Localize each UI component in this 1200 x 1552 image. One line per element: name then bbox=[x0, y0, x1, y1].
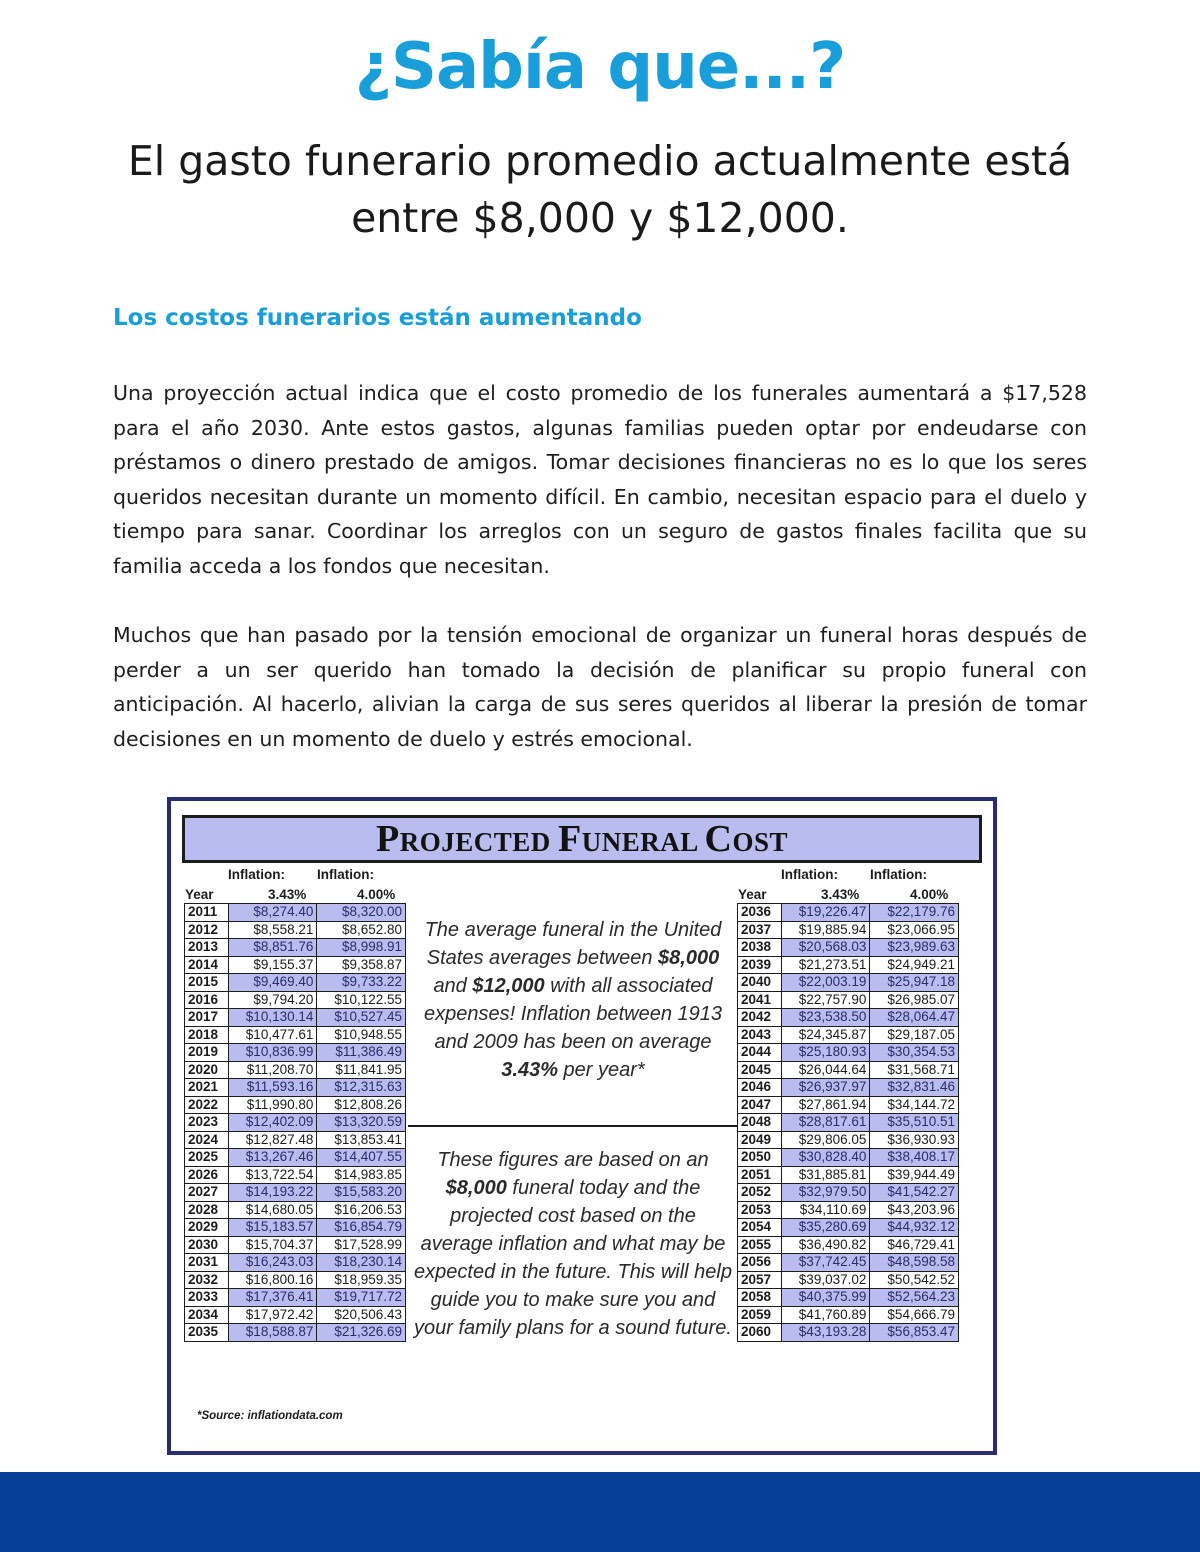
note-highlight: 3.43% bbox=[501, 1059, 558, 1081]
cost-4-00-cell: $10,948.55 bbox=[317, 1026, 406, 1044]
table-row bbox=[738, 1271, 959, 1289]
year-cell: 2031 bbox=[185, 1254, 229, 1272]
cost-4-00-cell: $23,989.63 bbox=[870, 939, 959, 957]
cost-3-43-cell: $26,044.64 bbox=[781, 1061, 870, 1079]
cost-3-43-cell: $18,588.87 bbox=[228, 1324, 317, 1342]
cost-3-43-cell: $14,193.22 bbox=[228, 1184, 317, 1202]
body-paragraph-2: Muchos que han pasado por la tensión emocional de organizar un funeral horas después de perder a un ser querido han tomado la decisión de planificar su propio funeral con anticipación. Al hacerlo, alivian la carga de sus seres queridos al liberar la presión de tomar decisiones en un momento de duelo y estrés emocional. bbox=[113, 623, 1087, 751]
note-highlight: $8,000 bbox=[445, 1177, 507, 1199]
cost-4-00-cell: $14,983.85 bbox=[317, 1166, 406, 1184]
header-rate-2: 4.00% bbox=[910, 887, 949, 902]
cost-4-00-cell: $39,944.49 bbox=[870, 1166, 959, 1184]
figure-title bbox=[182, 815, 982, 863]
cost-3-43-cell: $31,885.81 bbox=[781, 1166, 870, 1184]
year-cell: 2045 bbox=[738, 1061, 782, 1079]
year-cell: 2046 bbox=[738, 1079, 782, 1097]
cost-4-00-cell: $14,407.55 bbox=[317, 1149, 406, 1167]
header-year: Year bbox=[738, 887, 767, 902]
cost-4-00-cell: $29,187.05 bbox=[870, 1026, 959, 1044]
cost-3-43-cell: $36,490.82 bbox=[781, 1236, 870, 1254]
cost-4-00-cell: $24,949.21 bbox=[870, 956, 959, 974]
year-cell: 2041 bbox=[738, 991, 782, 1009]
note-highlight: $12,000 bbox=[472, 975, 545, 997]
table-row bbox=[738, 904, 959, 922]
table-row bbox=[185, 1201, 406, 1219]
note-top bbox=[408, 903, 738, 1127]
cost-3-43-cell: $19,226.47 bbox=[781, 904, 870, 922]
header-inflation-2: Inflation: bbox=[870, 867, 927, 882]
year-cell: 2012 bbox=[185, 921, 229, 939]
cost-4-00-cell: $44,932.12 bbox=[870, 1219, 959, 1237]
cost-4-00-cell: $22,179.76 bbox=[870, 904, 959, 922]
cost-3-43-cell: $30,828.40 bbox=[781, 1149, 870, 1167]
table-row bbox=[738, 1184, 959, 1202]
cost-4-00-cell: $52,564.23 bbox=[870, 1289, 959, 1307]
year-cell: 2052 bbox=[738, 1184, 782, 1202]
body-paragraph-1: Una proyección actual indica que el costo promedio de los funerales aumentará a $17,528 para el año 2030. Ante estos gastos, algunas familias pueden optar por endeudarse con préstamos o dinero prestado de amigos. Tomar decisiones financieras no es lo que los seres queridos necesitan durante un momento difícil. En cambio, necesitan espacio para el duelo y tiempo para sanar. Coordinar los arreglos con un seguro de gastos finales facilita que su familia acceda a los fondos que necesitan. bbox=[113, 381, 1087, 578]
year-cell: 2044 bbox=[738, 1044, 782, 1062]
cost-4-00-cell: $10,527.45 bbox=[317, 1009, 406, 1027]
table-row bbox=[185, 1009, 406, 1027]
cost-4-00-cell: $43,203.96 bbox=[870, 1201, 959, 1219]
cost-3-43-cell: $10,477.61 bbox=[228, 1026, 317, 1044]
year-cell: 2060 bbox=[738, 1324, 782, 1342]
cost-3-43-cell: $22,757.90 bbox=[781, 991, 870, 1009]
note-text: per year* bbox=[558, 1059, 645, 1081]
note-text: These figures are based on an bbox=[437, 1149, 709, 1171]
table-row bbox=[185, 956, 406, 974]
year-cell: 2019 bbox=[185, 1044, 229, 1062]
cost-4-00-cell: $18,230.14 bbox=[317, 1254, 406, 1272]
year-cell: 2048 bbox=[738, 1114, 782, 1132]
cost-3-43-cell: $11,593.16 bbox=[228, 1079, 317, 1097]
cost-4-00-cell: $15,583.20 bbox=[317, 1184, 406, 1202]
table-row bbox=[185, 1131, 406, 1149]
cost-3-43-cell: $22,003.19 bbox=[781, 974, 870, 992]
cost-table-left bbox=[184, 903, 406, 1342]
cost-4-00-cell: $10,122.55 bbox=[317, 991, 406, 1009]
cost-3-43-cell: $14,680.05 bbox=[228, 1201, 317, 1219]
cost-3-43-cell: $40,375.99 bbox=[781, 1289, 870, 1307]
cost-3-43-cell: $23,538.50 bbox=[781, 1009, 870, 1027]
note-text: with all associated expenses! Inflation between 1913 and 2009 has been on average bbox=[424, 975, 722, 1053]
year-cell: 2025 bbox=[185, 1149, 229, 1167]
cost-4-00-cell: $38,408.17 bbox=[870, 1149, 959, 1167]
cost-4-00-cell: $46,729.41 bbox=[870, 1236, 959, 1254]
footer-bar bbox=[0, 1472, 1200, 1552]
year-cell: 2030 bbox=[185, 1236, 229, 1254]
table-row bbox=[738, 991, 959, 1009]
year-cell: 2036 bbox=[738, 904, 782, 922]
table-row bbox=[185, 991, 406, 1009]
cost-4-00-cell: $9,733.22 bbox=[317, 974, 406, 992]
cost-4-00-cell: $34,144.72 bbox=[870, 1096, 959, 1114]
year-cell: 2015 bbox=[185, 974, 229, 992]
table-row bbox=[185, 1184, 406, 1202]
title-letter: P bbox=[376, 818, 400, 860]
cost-3-43-cell: $12,827.48 bbox=[228, 1131, 317, 1149]
cost-3-43-cell: $13,267.46 bbox=[228, 1149, 317, 1167]
year-cell: 2049 bbox=[738, 1131, 782, 1149]
section-heading: Los costos funerarios están aumentando bbox=[113, 305, 642, 331]
table-row bbox=[738, 1149, 959, 1167]
table-row bbox=[185, 1324, 406, 1342]
year-cell: 2022 bbox=[185, 1096, 229, 1114]
table-row bbox=[185, 939, 406, 957]
table-row bbox=[185, 1061, 406, 1079]
cost-4-00-cell: $21,326.69 bbox=[317, 1324, 406, 1342]
cost-4-00-cell: $48,598.58 bbox=[870, 1254, 959, 1272]
note-text: funeral today and the projected cost based on the average inflation and what may be expected in the future. This will help guide you to make sure you and your family plans for a sound future. bbox=[414, 1177, 732, 1339]
year-cell: 2039 bbox=[738, 956, 782, 974]
cost-3-43-cell: $37,742.45 bbox=[781, 1254, 870, 1272]
cost-table-right bbox=[737, 903, 959, 1342]
cost-3-43-cell: $16,243.03 bbox=[228, 1254, 317, 1272]
header-rate-1: 3.43% bbox=[268, 887, 307, 902]
cost-3-43-cell: $8,558.21 bbox=[228, 921, 317, 939]
table-row bbox=[738, 974, 959, 992]
table-row bbox=[738, 921, 959, 939]
year-cell: 2054 bbox=[738, 1219, 782, 1237]
table-row bbox=[185, 1149, 406, 1167]
table-row bbox=[185, 1306, 406, 1324]
title-letter: F bbox=[558, 818, 582, 860]
page-subtitle: El gasto funerario promedio actualmente está entre $8,000 y $12,000. bbox=[127, 137, 1073, 242]
cost-4-00-cell: $31,568.71 bbox=[870, 1061, 959, 1079]
table-row bbox=[738, 1009, 959, 1027]
year-cell: 2020 bbox=[185, 1061, 229, 1079]
year-cell: 2033 bbox=[185, 1289, 229, 1307]
cost-4-00-cell: $12,808.26 bbox=[317, 1096, 406, 1114]
year-cell: 2040 bbox=[738, 974, 782, 992]
cost-3-43-cell: $16,800.16 bbox=[228, 1271, 317, 1289]
year-cell: 2055 bbox=[738, 1236, 782, 1254]
table-row bbox=[738, 1079, 959, 1097]
source-note: *Source: inflationdata.com bbox=[197, 1410, 343, 1422]
cost-4-00-cell: $16,206.53 bbox=[317, 1201, 406, 1219]
table-row bbox=[738, 1114, 959, 1132]
cost-4-00-cell: $8,320.00 bbox=[317, 904, 406, 922]
cost-4-00-cell: $18,959.35 bbox=[317, 1271, 406, 1289]
table-row bbox=[185, 1079, 406, 1097]
cost-4-00-cell: $35,510.51 bbox=[870, 1114, 959, 1132]
right-table-column bbox=[737, 865, 1015, 1342]
year-cell: 2023 bbox=[185, 1114, 229, 1132]
title-letter: C bbox=[704, 818, 733, 860]
table-row bbox=[185, 1254, 406, 1272]
year-cell: 2042 bbox=[738, 1009, 782, 1027]
cost-4-00-cell: $11,841.95 bbox=[317, 1061, 406, 1079]
year-cell: 2037 bbox=[738, 921, 782, 939]
note-highlight: $8,000 bbox=[658, 947, 720, 969]
cost-4-00-cell: $50,542.52 bbox=[870, 1271, 959, 1289]
cost-3-43-cell: $9,794.20 bbox=[228, 991, 317, 1009]
cost-3-43-cell: $11,208.70 bbox=[228, 1061, 317, 1079]
cost-3-43-cell: $25,180.93 bbox=[781, 1044, 870, 1062]
table-row bbox=[738, 1044, 959, 1062]
table-row bbox=[185, 1096, 406, 1114]
page-title: ¿Sabía que...? bbox=[354, 30, 846, 104]
year-cell: 2027 bbox=[185, 1184, 229, 1202]
cost-3-43-cell: $10,836.99 bbox=[228, 1044, 317, 1062]
table-row bbox=[185, 904, 406, 922]
table-row bbox=[738, 1166, 959, 1184]
cost-3-43-cell: $15,183.57 bbox=[228, 1219, 317, 1237]
cost-3-43-cell: $21,273.51 bbox=[781, 956, 870, 974]
year-cell: 2024 bbox=[185, 1131, 229, 1149]
table-row bbox=[738, 1201, 959, 1219]
table-row bbox=[185, 1166, 406, 1184]
year-cell: 2013 bbox=[185, 939, 229, 957]
table-row bbox=[738, 1219, 959, 1237]
cost-4-00-cell: $32,831.46 bbox=[870, 1079, 959, 1097]
year-cell: 2059 bbox=[738, 1306, 782, 1324]
year-cell: 2043 bbox=[738, 1026, 782, 1044]
cost-3-43-cell: $39,037.02 bbox=[781, 1271, 870, 1289]
table-row bbox=[185, 1236, 406, 1254]
table-row bbox=[738, 1254, 959, 1272]
cost-3-43-cell: $34,110.69 bbox=[781, 1201, 870, 1219]
table-row bbox=[738, 1236, 959, 1254]
header-inflation-1: Inflation: bbox=[228, 867, 285, 882]
header-inflation-2: Inflation: bbox=[317, 867, 374, 882]
cost-3-43-cell: $9,469.40 bbox=[228, 974, 317, 992]
cost-3-43-cell: $8,851.76 bbox=[228, 939, 317, 957]
note-text: The average funeral in the United States averages between bbox=[424, 919, 722, 969]
year-cell: 2058 bbox=[738, 1289, 782, 1307]
table-row bbox=[738, 1026, 959, 1044]
table-row bbox=[738, 1131, 959, 1149]
year-cell: 2011 bbox=[185, 904, 229, 922]
cost-3-43-cell: $41,760.89 bbox=[781, 1306, 870, 1324]
table-row bbox=[185, 1289, 406, 1307]
cost-3-43-cell: $20,568.03 bbox=[781, 939, 870, 957]
cost-4-00-cell: $56,853.47 bbox=[870, 1324, 959, 1342]
table-row bbox=[185, 1044, 406, 1062]
cost-3-43-cell: $26,937.97 bbox=[781, 1079, 870, 1097]
table-row bbox=[185, 974, 406, 992]
cost-3-43-cell: $12,402.09 bbox=[228, 1114, 317, 1132]
year-cell: 2035 bbox=[185, 1324, 229, 1342]
year-cell: 2032 bbox=[185, 1271, 229, 1289]
year-cell: 2018 bbox=[185, 1026, 229, 1044]
title-word: OST bbox=[732, 827, 788, 857]
year-cell: 2047 bbox=[738, 1096, 782, 1114]
cost-4-00-cell: $17,528.99 bbox=[317, 1236, 406, 1254]
figure-notes bbox=[408, 903, 738, 1385]
cost-3-43-cell: $28,817.61 bbox=[781, 1114, 870, 1132]
year-cell: 2034 bbox=[185, 1306, 229, 1324]
cost-4-00-cell: $26,985.07 bbox=[870, 991, 959, 1009]
year-cell: 2057 bbox=[738, 1271, 782, 1289]
cost-4-00-cell: $19,717.72 bbox=[317, 1289, 406, 1307]
cost-4-00-cell: $9,358.87 bbox=[317, 956, 406, 974]
cost-3-43-cell: $9,155.37 bbox=[228, 956, 317, 974]
cost-4-00-cell: $41,542.27 bbox=[870, 1184, 959, 1202]
cost-3-43-cell: $17,376.41 bbox=[228, 1289, 317, 1307]
cost-3-43-cell: $35,280.69 bbox=[781, 1219, 870, 1237]
cost-3-43-cell: $13,722.54 bbox=[228, 1166, 317, 1184]
title-word: UNERAL bbox=[581, 827, 705, 857]
cost-4-00-cell: $8,998.91 bbox=[317, 939, 406, 957]
table-row bbox=[185, 921, 406, 939]
cost-4-00-cell: $13,320.59 bbox=[317, 1114, 406, 1132]
projected-funeral-cost-figure bbox=[167, 797, 997, 1455]
cost-4-00-cell: $16,854.79 bbox=[317, 1219, 406, 1237]
header-inflation-1: Inflation: bbox=[781, 867, 838, 882]
year-cell: 2028 bbox=[185, 1201, 229, 1219]
year-cell: 2029 bbox=[185, 1219, 229, 1237]
cost-4-00-cell: $11,386.49 bbox=[317, 1044, 406, 1062]
cost-3-43-cell: $24,345.87 bbox=[781, 1026, 870, 1044]
table-row bbox=[185, 1271, 406, 1289]
table-row bbox=[738, 1324, 959, 1342]
figure-body bbox=[182, 865, 982, 1385]
year-cell: 2026 bbox=[185, 1166, 229, 1184]
table-row bbox=[738, 956, 959, 974]
table-row bbox=[185, 1219, 406, 1237]
cost-3-43-cell: $8,274.40 bbox=[228, 904, 317, 922]
cost-4-00-cell: $13,853.41 bbox=[317, 1131, 406, 1149]
table-header bbox=[737, 865, 1015, 903]
cost-4-00-cell: $30,354.53 bbox=[870, 1044, 959, 1062]
year-cell: 2050 bbox=[738, 1149, 782, 1167]
table-row bbox=[185, 1114, 406, 1132]
year-cell: 2017 bbox=[185, 1009, 229, 1027]
cost-3-43-cell: $11,990.80 bbox=[228, 1096, 317, 1114]
year-cell: 2021 bbox=[185, 1079, 229, 1097]
year-cell: 2056 bbox=[738, 1254, 782, 1272]
table-row bbox=[738, 1061, 959, 1079]
cost-4-00-cell: $8,652.80 bbox=[317, 921, 406, 939]
cost-3-43-cell: $10,130.14 bbox=[228, 1009, 317, 1027]
year-cell: 2038 bbox=[738, 939, 782, 957]
table-header bbox=[184, 865, 462, 903]
cost-3-43-cell: $19,885.94 bbox=[781, 921, 870, 939]
cost-4-00-cell: $12,315.63 bbox=[317, 1079, 406, 1097]
table-row bbox=[185, 1026, 406, 1044]
cost-3-43-cell: $29,806.05 bbox=[781, 1131, 870, 1149]
cost-3-43-cell: $43,193.28 bbox=[781, 1324, 870, 1342]
cost-3-43-cell: $15,704.37 bbox=[228, 1236, 317, 1254]
header-year: Year bbox=[185, 887, 214, 902]
cost-3-43-cell: $27,861.94 bbox=[781, 1096, 870, 1114]
title-word: ROJECTED bbox=[399, 827, 558, 857]
header-rate-1: 3.43% bbox=[821, 887, 860, 902]
cost-4-00-cell: $23,066.95 bbox=[870, 921, 959, 939]
cost-4-00-cell: $28,064.47 bbox=[870, 1009, 959, 1027]
table-row bbox=[738, 939, 959, 957]
table-row bbox=[738, 1306, 959, 1324]
cost-3-43-cell: $17,972.42 bbox=[228, 1306, 317, 1324]
year-cell: 2051 bbox=[738, 1166, 782, 1184]
cost-3-43-cell: $32,979.50 bbox=[781, 1184, 870, 1202]
header-rate-2: 4.00% bbox=[357, 887, 396, 902]
table-row bbox=[738, 1096, 959, 1114]
year-cell: 2014 bbox=[185, 956, 229, 974]
note-text: and bbox=[433, 975, 473, 997]
year-cell: 2016 bbox=[185, 991, 229, 1009]
cost-4-00-cell: $36,930.93 bbox=[870, 1131, 959, 1149]
cost-4-00-cell: $54,666.79 bbox=[870, 1306, 959, 1324]
note-bottom bbox=[408, 1127, 738, 1342]
year-cell: 2053 bbox=[738, 1201, 782, 1219]
cost-4-00-cell: $25,947.18 bbox=[870, 974, 959, 992]
cost-4-00-cell: $20,506.43 bbox=[317, 1306, 406, 1324]
table-row bbox=[738, 1289, 959, 1307]
